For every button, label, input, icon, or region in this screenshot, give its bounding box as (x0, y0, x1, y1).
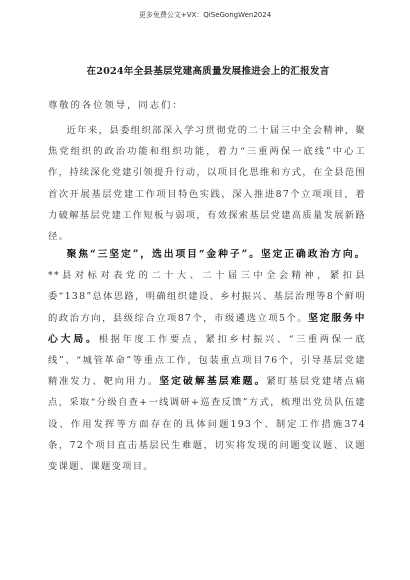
paragraph-political-direction: **县对标对表党的二十大、二十届三中全会精神，紧扣县委“138”总体思路，明确组织建设、乡村振兴、基层治理等8个鲜明的政治方向，县级综合立项87个，市级遴选立项5个。 (48, 270, 366, 324)
salutation: 尊敬的各位领导，同志们： (48, 100, 184, 111)
paragraph-solve-problems: 紧盯基层党建堵点痛点，采取“分级自查+一线调研+巡查反馈”方式，梳理出党员队伍建设、作用发挥等方面存在的具体问题193个、制定工作措施374条，72个项目直击基层民生难题，切实将发现的问题变议题、议题变课题、课题变项目。 (48, 376, 366, 473)
heading-three-firm: 聚焦“三坚定”，选出项目“金种子”。坚定正确政治方向。 (66, 249, 366, 260)
document-title: 在2024年全县基层党建高质量发展推进会上的汇报发言 (86, 66, 330, 77)
paragraph-serve-center: 根据年度工作要点，紧扣乡村振兴、“三重两保一底线”、“城管革命”等重点工作，包装重点项目76个，引导基层党建精准发力、靶向用力。 (48, 333, 366, 388)
page-header-watermark: 更多免费公文+VX：QiSeGongWen2024 (138, 11, 272, 19)
paragraph-focus (48, 244, 366, 477)
paragraph-intro-text: 近年来，县委组织部深入学习贯彻党的二十届三中全会精神，聚焦党组织的政治功能和组织功能，着力“三重两保一底线”中心工作，持续深化党建引领提升行动，以项目化思维和方式，在全县范围首次开展基层党建工作项目特色实践，深入推进87个立项项目，着力破解基层党建工作短板与弱项，有效探索基层党建高质量发展新路径。 (48, 125, 366, 243)
heading-solve-problems: 坚定破解基层难题。 (159, 376, 267, 388)
paragraph-intro (48, 120, 366, 247)
paragraph-focus-text (48, 244, 366, 477)
heading-serve-center: 坚定服务中心大局。 (48, 312, 366, 345)
